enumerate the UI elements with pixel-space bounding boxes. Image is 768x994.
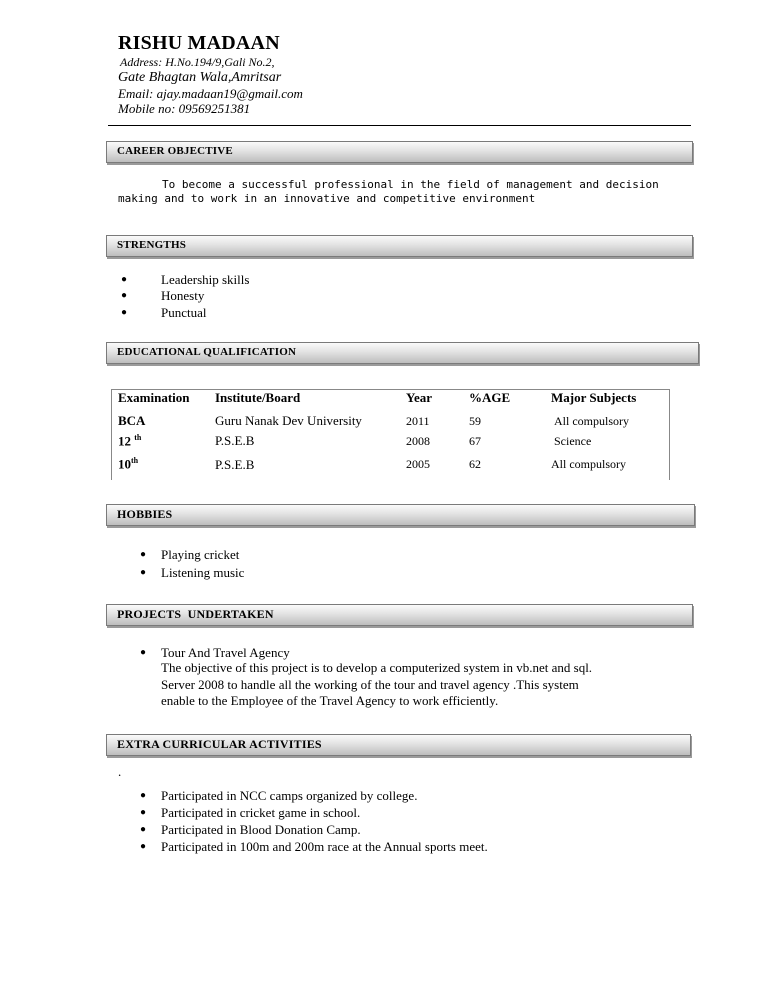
list-item-label: Participated in Blood Donation Camp. [161, 822, 361, 837]
section-title: CAREER OBJECTIVE [117, 145, 233, 157]
list-item [121, 304, 207, 321]
exam-number: 10 [118, 456, 131, 472]
list-item [140, 546, 240, 563]
bullet-icon: ● [140, 567, 147, 578]
project-description-line-1: The objective of this project is to develop a computerized system in vb.net and sql. [161, 660, 593, 675]
table-cell-subjects: All compulsory [551, 457, 626, 471]
column-header: %AGE [469, 390, 511, 405]
section-header-strengths [106, 235, 693, 257]
list-item-label: Punctual [161, 305, 207, 320]
bullet-icon: ● [140, 841, 147, 852]
mobile-line: Mobile no: 09569251381 [118, 101, 251, 116]
section-header-projects [106, 604, 693, 626]
list-item-label: Participated in 100m and 200m race at the Annual sports meet. [161, 839, 488, 854]
list-item [121, 287, 205, 304]
list-item [140, 804, 361, 821]
section-header-education [106, 342, 699, 364]
exam-suffix: th [134, 433, 142, 442]
address-line-2: Gate Bhagtan Wala,Amritsar [118, 70, 282, 85]
stray-dot: . [118, 764, 122, 779]
section-header-hobbies [106, 504, 695, 526]
bullet-icon: ● [140, 647, 147, 658]
column-header: Institute/Board [215, 390, 301, 405]
list-item-label: Participated in NCC camps organized by college. [161, 788, 418, 803]
objective-text-line-2: making and to work in an innovative and competitive environment [118, 192, 536, 205]
section-title: HOBBIES [117, 507, 173, 521]
bullet-icon: ● [121, 290, 128, 301]
address-line-1: Address: H.No.194/9,Gali No.2, [120, 55, 275, 69]
candidate-name: RISHU MADAAN [118, 32, 280, 54]
list-item [140, 787, 418, 804]
table-cell-exam: BCA [118, 413, 146, 428]
bullet-icon: ● [140, 790, 147, 801]
table-cell-exam [118, 456, 138, 472]
objective-text-line-1: To become a successful professional in the field of management and decision [162, 178, 659, 191]
project-description-line-3: enable to the Employee of the Travel Agency to work efficiently. [161, 693, 499, 708]
bullet-icon: ● [121, 307, 128, 318]
table-cell-institute: P.S.E.B [215, 433, 255, 448]
table-cell-percent: 62 [469, 457, 481, 471]
list-item [140, 564, 245, 581]
list-item-label: Honesty [161, 288, 205, 303]
table-cell-percent: 59 [469, 414, 481, 428]
section-title: EXTRA CURRICULAR ACTIVITIES [117, 737, 322, 751]
header-divider [108, 125, 691, 126]
table-cell-institute: P.S.E.B [215, 457, 255, 472]
column-header: Examination [118, 390, 190, 405]
table-cell-year: 2005 [406, 457, 430, 471]
column-header: Year [406, 390, 432, 405]
bullet-icon: ● [140, 824, 147, 835]
section-title: STRENGTHS [117, 239, 187, 251]
exam-suffix: th [131, 456, 139, 465]
bullet-icon: ● [140, 807, 147, 818]
project-description-line-2: Server 2008 to handle all the working of the tour and travel agency .This system [161, 677, 579, 692]
bullet-icon: ● [121, 274, 128, 285]
section-title: PROJECTS UNDERTAKEN [117, 607, 274, 621]
list-item-label: Leadership skills [161, 272, 250, 287]
list-item-label: Listening music [161, 565, 245, 580]
exam-number: 12 [118, 433, 131, 449]
table-cell-year: 2008 [406, 434, 430, 448]
list-item [121, 271, 250, 288]
list-item-label: Playing cricket [161, 547, 240, 562]
section-header-career-objective [106, 141, 693, 163]
table-cell-percent: 67 [469, 434, 481, 448]
table-cell-exam [118, 433, 141, 449]
section-title: EDUCATIONAL QUALIFICATION [117, 346, 297, 358]
list-item [140, 821, 361, 838]
table-cell-year: 2011 [406, 414, 430, 428]
table-cell-subjects: All compulsory [554, 414, 629, 428]
section-header-extra-curricular [106, 734, 691, 756]
email-line: Email: ajay.madaan19@gmail.com [118, 86, 303, 101]
table-cell-subjects: Science [554, 434, 592, 448]
project-title: Tour And Travel Agency [161, 645, 290, 660]
table-cell-institute: Guru Nanak Dev University [215, 413, 362, 428]
list-item [140, 838, 488, 855]
column-header: Major Subjects [551, 390, 637, 405]
list-item-label: Participated in cricket game in school. [161, 805, 361, 820]
bullet-icon: ● [140, 549, 147, 560]
